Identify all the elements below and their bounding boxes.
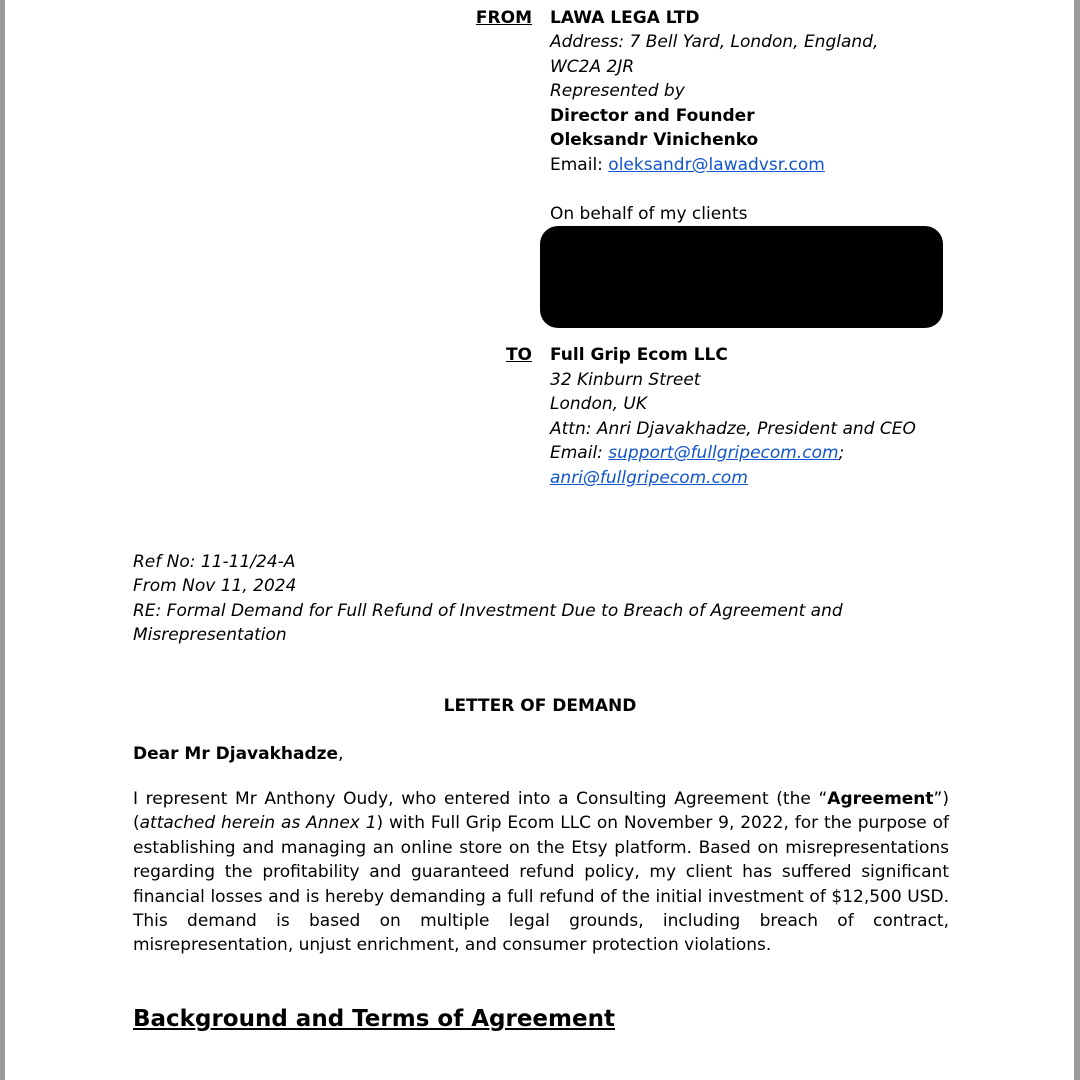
to-email-separator: ;	[838, 443, 845, 463]
from-email-label: Email:	[550, 155, 609, 175]
letter-title: LETTER OF DEMAND	[443, 696, 637, 716]
from-title: Director and Founder	[550, 106, 755, 126]
ref-subject-line1: RE: Formal Demand for Full Refund of Investment Due to Breach of Agreement and	[133, 601, 843, 621]
from-label: FROM	[475, 8, 532, 28]
para-text-1: I represent Mr Anthony Oudy, who entered into a Consulting Agreement (the “	[133, 789, 828, 809]
from-company: LAWA LEGA LTD	[550, 8, 700, 28]
to-street: 32 Kinburn Street	[550, 370, 701, 390]
section-heading: Background and Terms of Agreement	[133, 1006, 615, 1032]
to-attn: Attn: Anri Djavakhadze, President and CEO	[550, 419, 916, 439]
body-paragraph	[133, 787, 949, 958]
redacted-client-block	[540, 226, 943, 328]
on-behalf-text: On behalf of my clients	[550, 204, 748, 224]
para-agreement-bold: Agreement	[827, 789, 934, 809]
para-text-3: ) with Full Grip Ecom LLC on November 9, 2022, for the purpose of establishing and managing an online store on the Etsy platform. Based on misrepresentations regarding the profitability and guaranteed refund policy, my client has suffered significant financial losses and is hereby demanding a full refund of the initial investment of $12,500 USD. This demand is based on multiple legal grounds, including breach of contract, misrepresentation, unjust enrichment, and consumer protection violations.	[133, 813, 949, 956]
ref-date: From Nov 11, 2024	[133, 576, 297, 596]
salutation-name: Dear Mr Djavakhadze	[133, 744, 339, 764]
from-represented-by: Represented by	[550, 81, 685, 101]
para-annex-italic: attached herein as Annex 1	[139, 813, 377, 834]
to-email-line2	[550, 466, 748, 491]
to-email-label: Email:	[550, 443, 609, 463]
salutation-comma: ,	[338, 744, 344, 764]
from-email-line	[550, 153, 825, 178]
from-address-line2: WC2A 2JR	[550, 57, 635, 77]
to-email-link-1[interactable]: support@fullgripecom.com	[608, 443, 839, 463]
from-name: Oleksandr Vinichenko	[550, 130, 759, 150]
salutation	[133, 742, 343, 767]
from-email-link[interactable]: oleksandr@lawadvsr.com	[608, 155, 825, 175]
from-address-line1: Address: 7 Bell Yard, London, England,	[550, 32, 879, 52]
to-email-link-2[interactable]: anri@fullgripecom.com	[550, 468, 748, 488]
para-text-2: ”) (	[133, 789, 949, 834]
to-email-line	[550, 441, 844, 466]
to-city: London, UK	[550, 394, 648, 414]
ref-number: Ref No: 11-11/24-A	[133, 552, 296, 572]
ref-subject-line2: Misrepresentation	[133, 625, 287, 645]
to-company: Full Grip Ecom LLC	[550, 345, 728, 365]
to-label: TO	[505, 345, 532, 365]
